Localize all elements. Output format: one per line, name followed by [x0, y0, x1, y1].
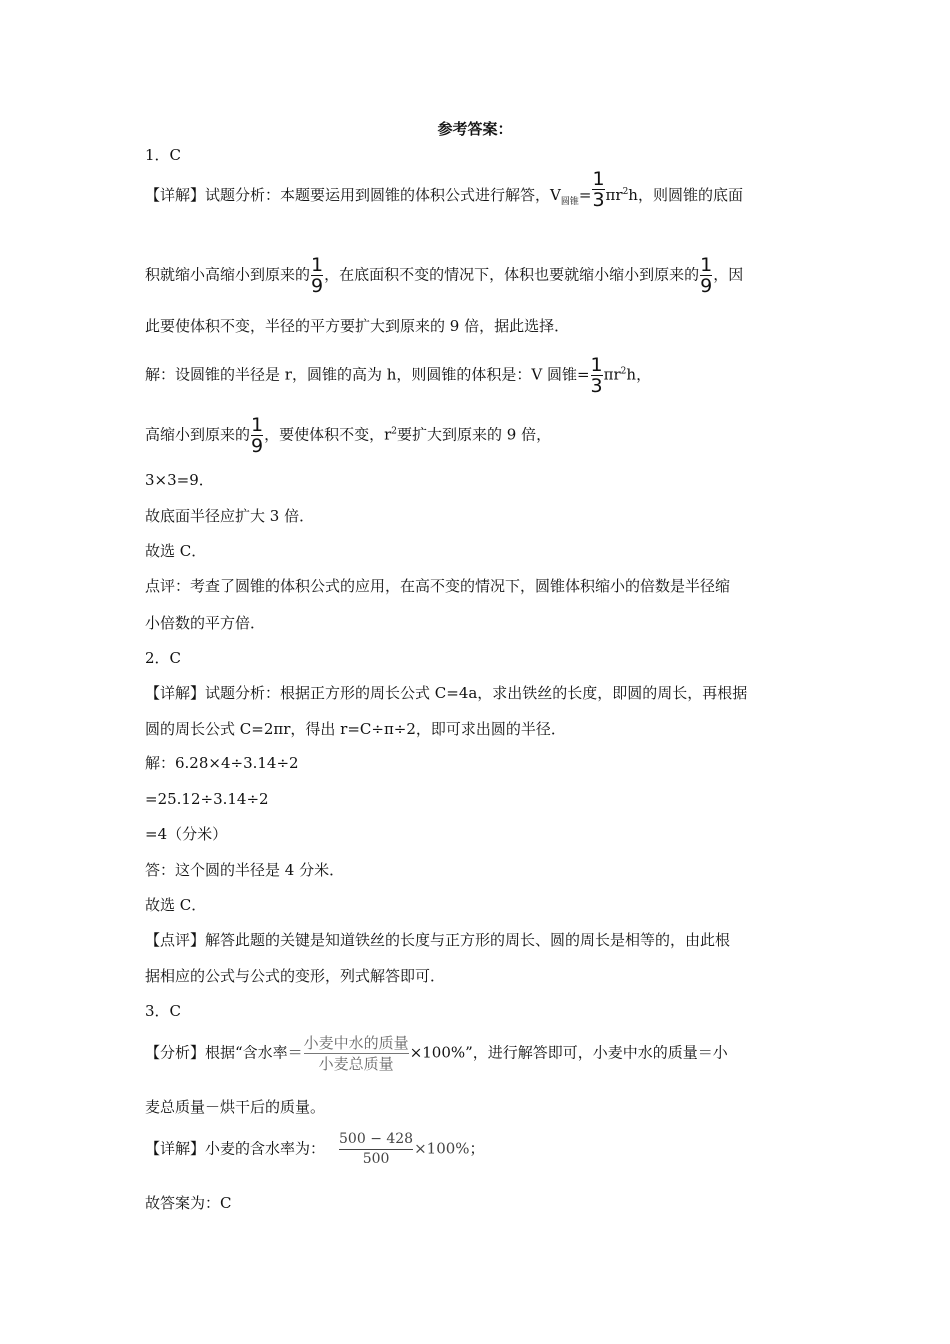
q1-number: 1．C [145, 146, 182, 164]
fraction-one-ninth: $\frac{1}{9}$ [700, 254, 713, 297]
fraction-one-ninth: $\frac{1}{9}$ [251, 414, 264, 457]
q1-calc: 3×3=9． [145, 471, 214, 489]
page-title: 参考答案： [437, 120, 513, 138]
q1-conclusion: 故底面半径应扩大 3 倍． [145, 507, 315, 525]
q2-solution-line-2: =25.12÷3.14÷2 [145, 790, 269, 808]
q2-comment-line-2: 据相应的公式与公式的变形，列式解答即可． [145, 967, 446, 985]
q3-analysis-line-1: 【分析】根据“含水率＝ $\frac{\text{小麦中水的质量}}{\text{小麦总质量}}$ ×100%”，进行解答即可，小麦中水的质量＝小 [145, 1034, 728, 1073]
q2-detail-line-2: 圆的周长公式 C=2πr，得出 r=C÷π÷2，即可求出圆的半径． [145, 720, 566, 738]
fraction-water-calc: $\frac{500 - 428}{500}$ [339, 1131, 414, 1167]
fraction-one-ninth: $\frac{1}{9}$ [311, 254, 324, 297]
q3-number: 3．C [145, 1002, 182, 1020]
q2-solution-line-1: 解：6.28×4÷3.14÷2 [145, 754, 299, 772]
q1-detail-line-1: 【详解】试题分析：本题要运用到圆锥的体积公式进行解答，$V_{圆锥}=$ $\frac{1}{3}$ $\pi r^2h$，则圆锥的底面 [145, 167, 743, 211]
q3-detail-line: 【详解】小麦的含水率为： $\frac{500 - 428}{500}$ ×100%； [145, 1131, 485, 1167]
q2-number: 2．C [145, 649, 182, 667]
q2-choice: 故选 C． [145, 896, 207, 914]
q1-comment-line-1: 点评：考查了圆锥的体积公式的应用，在高不变的情况下，圆锥体积缩小的倍数是半径缩 [145, 577, 731, 595]
fraction-one-third: $\frac{1}{3}$ [590, 354, 603, 397]
q1-solution-line-2: 高缩小到原来的 $\frac{1}{9}$ ，要使体积不变，$r^2$要扩大到原来的 9 倍， [145, 414, 552, 457]
q3-analysis-line-2: 麦总质量－烘干后的质量。 [145, 1098, 326, 1116]
q2-detail-line-1: 【详解】试题分析：根据正方形的周长公式 C=4a，求出铁丝的长度，即圆的周长，再根据 [145, 684, 748, 702]
q2-solution-line-3: =4（分米） [145, 825, 228, 843]
q1-detail-line-3: 此要使体积不变，半径的平方要扩大到原来的 9 倍，据此选择． [145, 317, 570, 335]
q1-comment-line-2: 小倍数的平方倍． [145, 614, 266, 632]
fraction-water-rate: $\frac{\text{小麦中水的质量}}{\text{小麦总质量}}$ [303, 1034, 409, 1073]
q2-answer: 答：这个圆的半径是 4 分米． [145, 861, 345, 879]
q1-solution-line-1: 解：设圆锥的半径是 r，圆锥的高为 h，则圆锥的体积是：V 圆锥= $\frac{1}{3}$ $\pi r^2h$， [145, 354, 652, 397]
q2-comment-line-1: 【点评】解答此题的关键是知道铁丝的长度与正方形的周长、圆的周长是相等的，由此根 [145, 931, 731, 949]
q1-choice: 故选 C． [145, 542, 207, 560]
fraction-one-third: $\frac{1}{3}$ [592, 167, 605, 211]
q1-detail-line-2: 积就缩小高缩小到原来的 $\frac{1}{9}$ ，在底面积不变的情况下，体积也要就缩小缩小到原来的 $\frac{1}{9}$ ，因 [145, 254, 744, 297]
q3-answer: 故答案为：C [145, 1194, 232, 1212]
